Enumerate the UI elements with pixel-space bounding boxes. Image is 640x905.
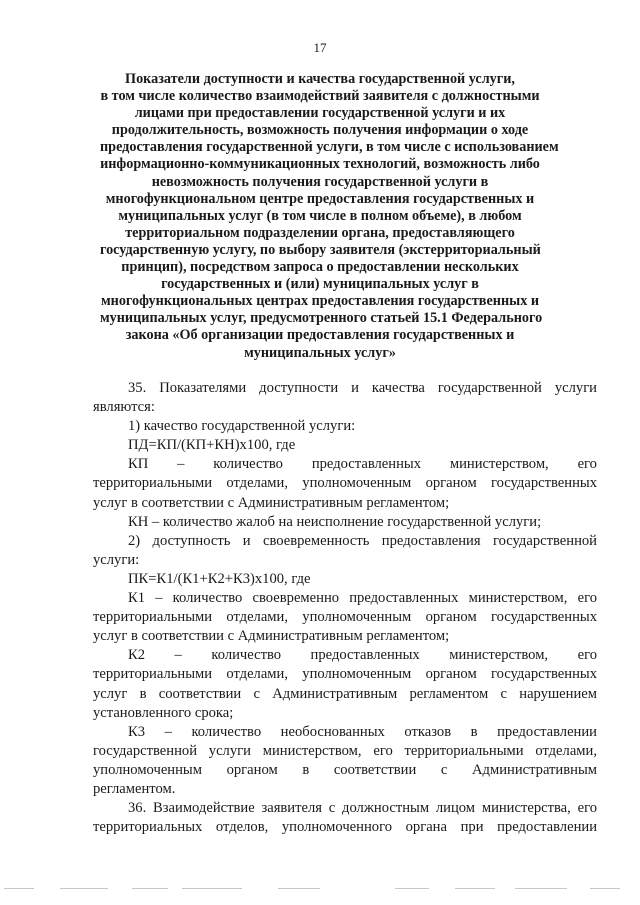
list-item-2-line: услуги:	[93, 551, 140, 568]
paragraph-35-line: являются:	[93, 399, 155, 416]
heading-line: государственную услугу, по выбору заявителя (экстерриториальный	[100, 241, 541, 258]
definition-kp-line	[93, 455, 597, 474]
definition-k2-line: территориальными отделами, уполномоченным органом государственных	[93, 666, 597, 683]
word: К2	[128, 647, 146, 664]
word: его	[577, 456, 597, 473]
document-body	[93, 379, 597, 837]
word: количество	[213, 456, 283, 473]
formula-pd: ПД=КП/(КП+КН)х100, где	[128, 437, 296, 454]
word: министерством,	[449, 647, 549, 664]
definition-k3-line	[93, 761, 597, 780]
paragraph-36-line: 36. Взаимодействие заявителя с должностным лицом министерства, его	[128, 800, 597, 817]
heading-line: закона «Об организации предоставления государственных и	[125, 327, 515, 344]
list-item-1: 1) качество государственной услуги:	[128, 418, 356, 435]
definition-k2-line	[93, 646, 597, 665]
heading-line: многофункциональном центре предоставления государственных и	[105, 190, 535, 207]
word: министерством,	[449, 456, 549, 473]
word: органом	[226, 761, 278, 778]
word: количество	[211, 647, 282, 664]
paragraph-36-line: территориальных отделов, уполномоченного органа при предоставлении	[93, 819, 597, 836]
heading-line: многофункциональных центрах предоставления государственных и	[100, 293, 540, 310]
word: –	[174, 647, 182, 664]
heading-line: муниципальных услуг»	[244, 344, 396, 361]
section-heading	[100, 71, 559, 362]
word: в	[302, 761, 310, 778]
word: с	[440, 761, 448, 778]
definition-k2-line: услуг в соответствии с Административным регламентом с нарушением	[93, 685, 597, 702]
word: соответствии	[333, 761, 417, 778]
heading-line: продолжительность, возможность получения информации о ходе	[111, 122, 529, 139]
list-item-2-line: 2) доступность и своевременность предоставления государственной	[128, 532, 597, 549]
heading-line: территориальном подразделении органа, предоставляющего	[125, 224, 515, 241]
word: предоставленных	[310, 647, 420, 664]
heading-line: информационно-коммуникационных технологий, возможность либо	[100, 156, 540, 173]
heading-line: в том числе количество взаимодействий заявителя с должностными	[100, 88, 540, 105]
page-number: 17	[313, 40, 327, 55]
formula-pk: ПК=К1/(К1+К2+К3)х100, где	[128, 570, 311, 587]
definition-kn: КН – количество жалоб на неисполнение государственной услуги;	[128, 513, 542, 530]
definition-k3-line: К3 – количество необоснованных отказов в предоставлении	[128, 723, 597, 740]
word: уполномоченным	[93, 761, 202, 778]
heading-line: невозможность получения государственной услуги в	[151, 173, 489, 190]
paragraph-35-line: 35. Показателями доступности и качества государственной услуги	[128, 380, 597, 396]
heading-line: лицами при предоставлении государственной услуги и их	[134, 105, 506, 122]
heading-line: государственных и (или) муниципальных услуг в	[161, 276, 479, 293]
definition-k1-line: К1 – количество своевременно предоставленных министерством, его	[128, 590, 597, 607]
word: КП	[128, 456, 149, 473]
definition-k2-line: установленного срока;	[93, 704, 234, 721]
definition-k1-line: территориальными отделами, уполномоченным органом государственных	[93, 609, 597, 626]
heading-line: принцип), посредством запроса о предоставлении нескольких	[121, 259, 519, 276]
definition-kp-line: услуг в соответствии с Административным регламентом;	[93, 494, 450, 511]
word: предоставленных	[311, 456, 421, 473]
definition-k3-line: государственной услуги министерством, его территориальными отделами,	[93, 742, 597, 759]
scan-edge-artifact	[0, 886, 640, 892]
heading-line: муниципальных услуг, предусмотренного статьей 15.1 Федерального	[100, 310, 543, 327]
heading-line: Показатели доступности и качества государственной услуги,	[125, 71, 515, 87]
word: –	[177, 456, 185, 473]
definition-k3-line: регламентом.	[93, 780, 176, 797]
word: его	[577, 647, 597, 664]
heading-line: муниципальных услуг (в том числе в полном объеме), в любом	[118, 207, 522, 224]
definition-kp-line: территориальными отделами, уполномоченным органом государственных	[93, 475, 597, 492]
word: Административным	[472, 761, 597, 778]
heading-line: предоставления государственной услуги, в том числе с использованием	[100, 139, 559, 156]
definition-k1-line: услуг в соответствии с Административным регламентом;	[93, 628, 450, 645]
